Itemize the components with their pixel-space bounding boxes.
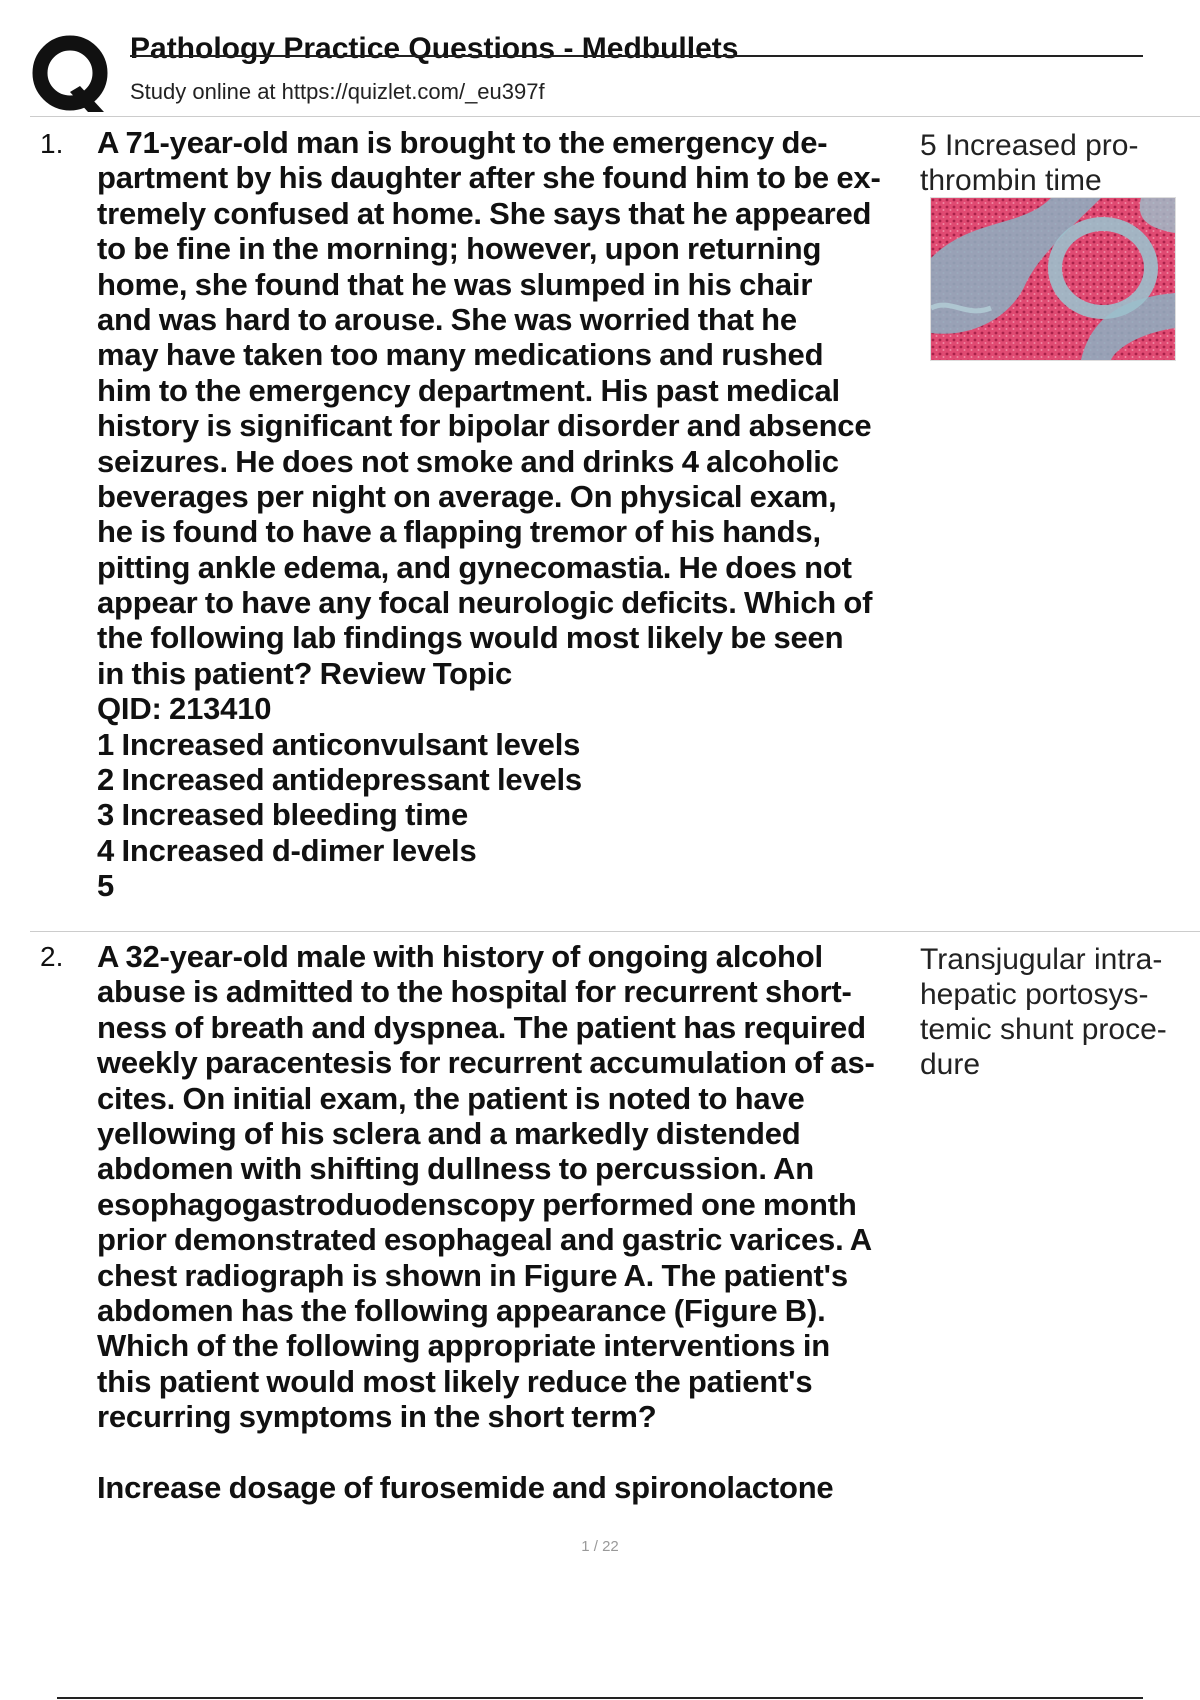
- question-line: home, she found that he was slumped in his chair: [97, 266, 813, 302]
- quizlet-logo-icon: [30, 34, 112, 116]
- question-line: A 32-year-old male with history of ongoing alcohol: [97, 939, 823, 974]
- question-text: [97, 939, 907, 1505]
- answer-option: 4 Increased d-dimer levels: [97, 832, 477, 868]
- answer-line: Transjugular intra-: [920, 943, 1163, 976]
- question-line: pitting ankle edema, and gynecomastia. He does not: [97, 549, 852, 585]
- question-line: cites. On initial exam, the patient is noted to have: [97, 1080, 805, 1116]
- header-divider: [30, 116, 1200, 117]
- question-line: prior demonstrated esophageal and gastric varices. A: [97, 1222, 872, 1258]
- question-line: in this patient? Review Topic: [97, 655, 513, 691]
- question-line: ness of breath and dyspnea. The patient has required: [97, 1009, 866, 1045]
- answer-line: hepatic portosys-: [920, 978, 1149, 1011]
- answer-line: thrombin time: [920, 164, 1102, 197]
- question-number: 1.: [40, 128, 64, 159]
- question-line: may have taken too many medications and rushed: [97, 337, 824, 373]
- question-line: chest radiograph is shown in Figure A. The patient's: [97, 1257, 848, 1293]
- answer-option: Increase dosage of furosemide and spironolactone: [97, 1469, 834, 1505]
- question-line: history is significant for bipolar disorder and absence: [97, 408, 872, 444]
- study-link[interactable]: Study online at https://quizlet.com/_eu397f: [130, 79, 545, 104]
- answer-option: 5: [97, 868, 115, 904]
- answer-line: temic shunt proce-: [920, 1013, 1167, 1046]
- question-line: A 71-year-old man is brought to the emergency de-: [97, 125, 828, 160]
- question-line: weekly paracentesis for recurrent accumulation of as-: [97, 1045, 875, 1081]
- question-line: appear to have any focal neurologic deficits. Which of: [97, 585, 873, 621]
- question-text: [97, 125, 907, 904]
- title-underline: [130, 55, 1143, 57]
- answer-line: 5 Increased pro-: [920, 129, 1139, 162]
- question-line: recurring symptoms in the short term?: [97, 1399, 657, 1435]
- question-number: 2.: [40, 941, 64, 972]
- page-title: Pathology Practice Questions - Medbullets: [130, 32, 739, 65]
- question-line: yellowing of his sclera and a markedly distended: [97, 1115, 801, 1151]
- question-line: Which of the following appropriate interventions in: [97, 1328, 830, 1364]
- histology-image-icon: [930, 197, 1176, 361]
- paragraph-gap: [97, 1434, 907, 1469]
- answer-line: dure: [920, 1048, 981, 1081]
- question-line: the following lab findings would most likely be seen: [97, 620, 844, 656]
- answer-text: [920, 942, 1190, 1082]
- question-line: and was hard to arouse. She was worried that he: [97, 301, 797, 337]
- question-line: esophagogastroduodenscopy performed one month: [97, 1186, 857, 1222]
- question-line: abuse is admitted to the hospital for recurrent short-: [97, 974, 852, 1010]
- question-line: to be fine in the morning; however, upon returning: [97, 231, 822, 267]
- answer-text: [920, 128, 1190, 198]
- question-line: this patient would most likely reduce the patient's: [97, 1363, 813, 1399]
- answer-option: 1 Increased anticonvulsant levels: [97, 726, 581, 762]
- question-line: seizures. He does not smoke and drinks 4 alcoholic: [97, 443, 839, 479]
- question-line: tremely confused at home. She says that he appeared: [97, 195, 872, 231]
- question-line: he is found to have a flapping tremor of his hands,: [97, 514, 821, 550]
- question-line: abdomen with shifting dullness to percussion. An: [97, 1151, 814, 1187]
- footer-line: [57, 1697, 1143, 1699]
- question-line: abdomen has the following appearance (Figure B).: [97, 1292, 826, 1328]
- page-number: 1 / 22: [581, 1538, 619, 1555]
- question-line: him to the emergency department. His past medical: [97, 372, 840, 408]
- question-id: QID: 213410: [97, 691, 272, 727]
- question-line: partment by his daughter after she found him to be ex-: [97, 160, 881, 196]
- answer-option: 2 Increased antidepressant levels: [97, 762, 582, 798]
- question-line: beverages per night on average. On physical exam,: [97, 478, 837, 514]
- question-divider: [30, 931, 1200, 932]
- answer-option: 3 Increased bleeding time: [97, 797, 469, 833]
